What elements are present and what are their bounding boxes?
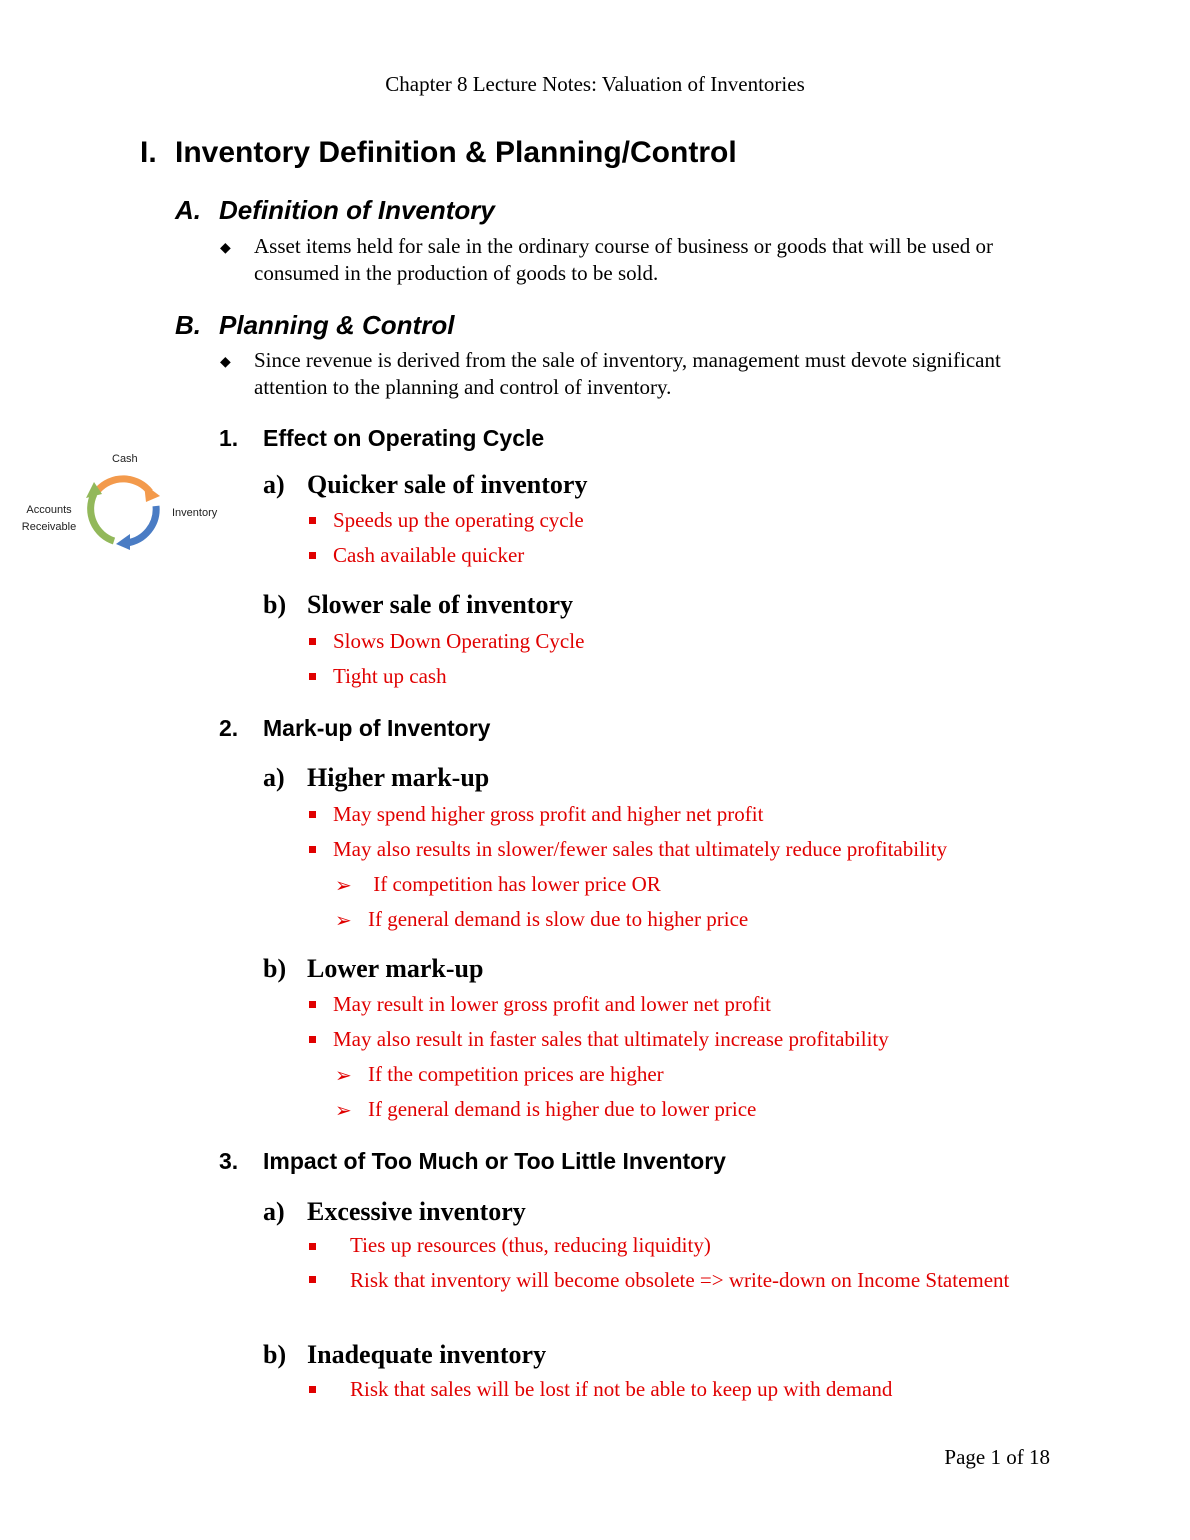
- sub-bullet-text: If general demand is slow due to higher price: [368, 907, 749, 931]
- bullet-text: May spend higher gross profit and higher net profit: [333, 802, 764, 826]
- arrow-bullet-icon: ➢: [335, 875, 352, 897]
- arrow-bullet-icon: ➢: [335, 1065, 352, 1087]
- sub-bullet-text: If general demand is higher due to lower price: [368, 1097, 757, 1121]
- cycle-arrows-icon: [84, 470, 164, 550]
- subitem-letter: b): [263, 590, 287, 619]
- subsection-number: A.: [175, 195, 201, 225]
- section-title: Inventory Definition & Planning/Control: [175, 136, 737, 169]
- square-bullet-icon: [309, 1243, 316, 1250]
- bullet-text: Tight up cash: [333, 664, 447, 688]
- bullet-text: Speeds up the operating cycle: [333, 508, 584, 532]
- page-number: Page 1 of 18: [944, 1445, 1050, 1469]
- sub-bullet-text: If competition has lower price OR: [368, 872, 661, 896]
- square-bullet-icon: [309, 1276, 316, 1283]
- item-title: Mark-up of Inventory: [263, 715, 491, 741]
- subitem-letter: b): [263, 954, 287, 983]
- bullet-text: May result in lower gross profit and lower net profit: [333, 992, 771, 1016]
- planning-text: Since revenue is derived from the sale of inventory, management must devote significant attention to the planning and control of inventory.: [254, 348, 1001, 399]
- bullet-text: May also results in slower/fewer sales that ultimately reduce profitability: [333, 837, 948, 861]
- subitem-letter: a): [263, 1197, 285, 1226]
- square-bullet-icon: [309, 1036, 316, 1043]
- cycle-label-inventory: Inventory: [172, 507, 218, 519]
- bullet-text: Cash available quicker: [333, 543, 525, 567]
- diamond-bullet-icon: ◆: [220, 355, 231, 370]
- subitem-title: Inadequate inventory: [307, 1340, 547, 1369]
- subitem-letter: a): [263, 763, 285, 792]
- subsection-title: Planning & Control: [219, 310, 455, 340]
- subitem-title: Excessive inventory: [307, 1197, 526, 1226]
- subitem-title: Slower sale of inventory: [307, 590, 573, 619]
- subitem-title: Higher mark-up: [307, 763, 490, 792]
- square-bullet-icon: [309, 552, 316, 559]
- subitem-title: Quicker sale of inventory: [307, 470, 588, 499]
- bullet-text: Risk that sales will be lost if not be able to keep up with demand: [350, 1377, 893, 1401]
- page-header: Chapter 8 Lecture Notes: Valuation of Inventories: [385, 72, 805, 96]
- square-bullet-icon: [309, 673, 316, 680]
- item-number: 1.: [219, 425, 239, 451]
- bullet-text: Ties up resources (thus, reducing liquidity): [350, 1233, 711, 1257]
- sub-bullet-text: If the competition prices are higher: [368, 1062, 664, 1086]
- square-bullet-icon: [309, 1001, 316, 1008]
- item-title: Impact of Too Much or Too Little Inventory: [263, 1148, 726, 1174]
- bullet-text: Risk that inventory will become obsolete => write-down on Income Statement: [350, 1268, 1010, 1292]
- cycle-label-receivable: Accounts Receivable: [21, 504, 77, 533]
- section-number: I.: [140, 136, 157, 169]
- bullet-text: Slows Down Operating Cycle: [333, 629, 585, 653]
- arrow-bullet-icon: ➢: [335, 1100, 352, 1122]
- square-bullet-icon: [309, 846, 316, 853]
- operating-cycle-diagram: [20, 450, 230, 560]
- item-number: 2.: [219, 715, 239, 741]
- subitem-letter: a): [263, 470, 285, 499]
- diamond-bullet-icon: ◆: [220, 241, 231, 256]
- square-bullet-icon: [309, 638, 316, 645]
- square-bullet-icon: [309, 811, 316, 818]
- definition-text: Asset items held for sale in the ordinary course of business or goods that will be used or consumed in the production of goods to be sold.: [254, 234, 993, 285]
- cycle-label-cash: Cash: [112, 453, 138, 465]
- subsection-number: B.: [175, 310, 201, 340]
- item-number: 3.: [219, 1148, 239, 1174]
- square-bullet-icon: [309, 517, 316, 524]
- square-bullet-icon: [309, 1386, 316, 1393]
- subitem-title: Lower mark-up: [307, 954, 484, 983]
- bullet-text: May also result in faster sales that ultimately increase profitability: [333, 1027, 889, 1051]
- arrow-bullet-icon: ➢: [335, 910, 352, 932]
- item-title: Effect on Operating Cycle: [263, 425, 545, 451]
- subsection-title: Definition of Inventory: [219, 195, 495, 225]
- subitem-letter: b): [263, 1340, 287, 1369]
